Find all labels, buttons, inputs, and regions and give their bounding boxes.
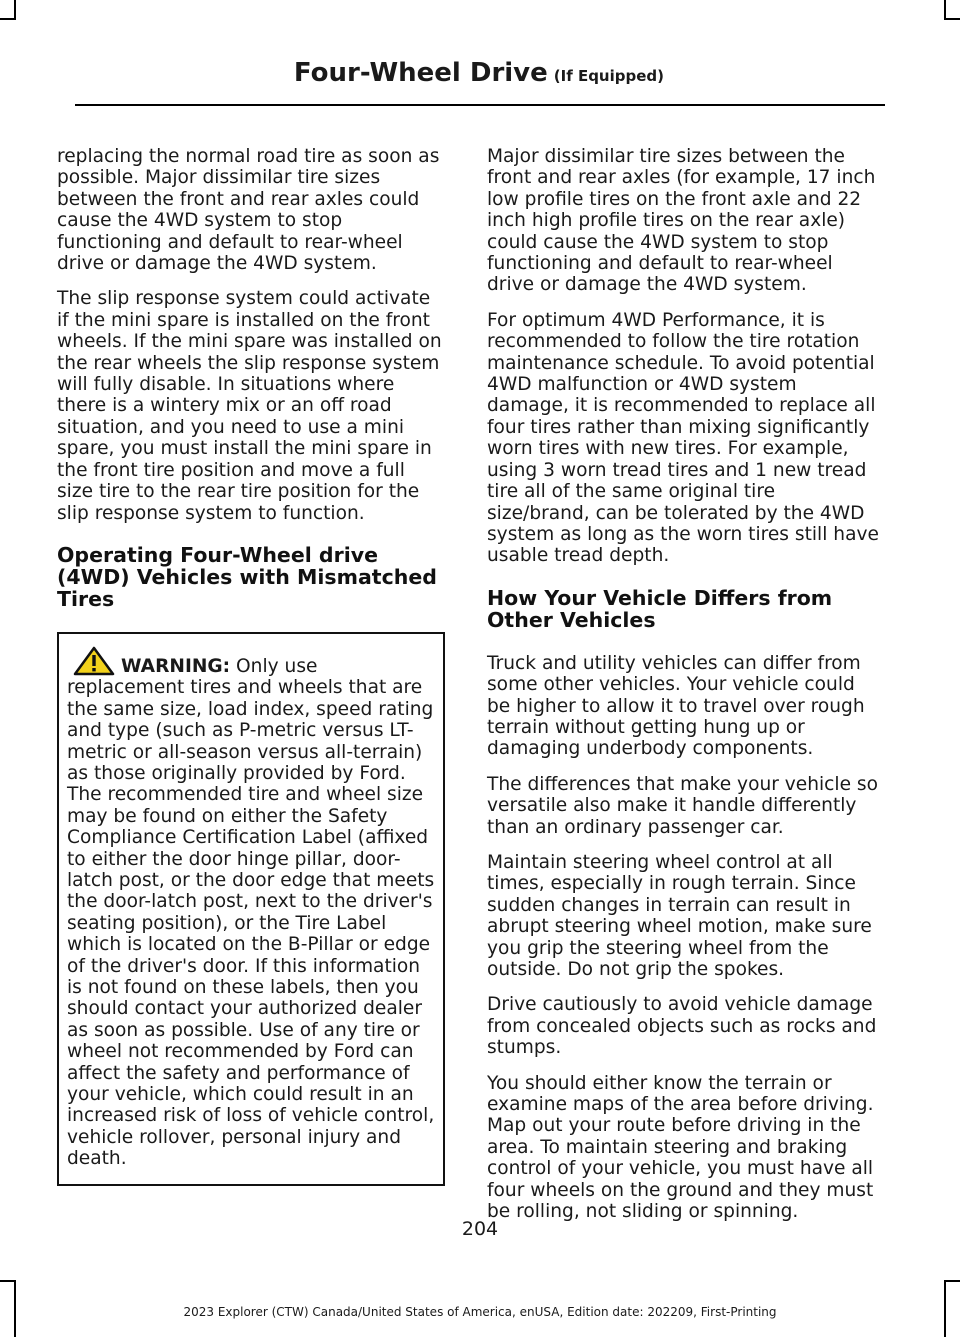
crop-mark	[944, 0, 946, 20]
crop-mark	[944, 18, 960, 20]
page-number: 204	[461, 1218, 499, 1240]
section-heading: How Your Vehicle Differs from Other Vehicles	[487, 585, 833, 632]
paragraph: Truck and utility vehicles can differ from some other vehicles. Your vehicle could be higher to allow it to travel over rough terrain without getting hung up or damaging underbody components.	[487, 652, 865, 760]
paragraph: Drive cautiously to avoid vehicle damage from concealed objects such as rocks and stumps.	[487, 994, 877, 1059]
paragraph: You should either know the terrain or examine maps of the area before driving. Map out your route before driving in the area. To maintain steering and braking control of your vehicle, you must have all four wheels on the ground and they must be rolling, not sliding or spinning.	[487, 1072, 874, 1223]
crop-mark	[0, 18, 16, 20]
left-column	[57, 146, 445, 1186]
paragraph: Maintain steering wheel control at all times, especially in rough terrain. Since sudden changes in terrain can result in abrupt steering wheel motion, make sure you grip the steering wheel from the outside. Do not grip the spokes.	[487, 851, 872, 980]
paragraph: Major dissimilar tire sizes between the front and rear axles (for example, 17 inch low profile tires on the front axle and 22 inch high profile tires on the rear axle) could cause the 4WD system to stop functioning and default to rear-wheel drive or damage the 4WD system.	[487, 146, 876, 296]
paragraph: The differences that make your vehicle so versatile also make it handle differently than an ordinary passenger car.	[487, 773, 878, 838]
header-rule	[75, 104, 885, 106]
paragraph: replacing the normal road tire as soon as possible. Major dissimilar tire sizes between the front and rear axles could cause the 4WD system to stop functioning and default to rear-wheel drive or damage the 4WD system.	[57, 146, 440, 275]
right-column	[487, 146, 883, 1236]
warning-label: WARNING:	[121, 655, 231, 677]
warning-triangle-icon	[73, 646, 115, 676]
section-heading: Operating Four-Wheel drive (4WD) Vehicles with Mismatched Tires	[57, 542, 437, 611]
header-subtitle: (If Equipped)	[553, 67, 664, 85]
paragraph: For optimum 4WD Performance, it is recommended to follow the tire rotation maintenance schedule. To avoid potential 4WD malfunction or 4WD system damage, it is recommended to replace all four tires rather than mixing significantly worn tires with new tires. For example, using 3 worn tread tires and 1 new tread tire all of the same original tire size/brand, can be tolerated by the 4WD system as long as the worn tires still have usable tread depth.	[487, 309, 879, 567]
warning-text: Only use replacement tires and wheels that are the same size, load index, speed rating and type (such as P-metric versus LT-metric or all-season versus all-terrain) as those originally provided by Ford. The recommended tire and wheel size may be found on either the Safety Compliance Certification Label (affixed to either the door hinge pillar, door-latch post, or the door edge that meets the door-latch post, next to the driver's seating position), or the Tire Label which is located on the B-Pillar or edge of the driver's door. If this information is not found on these labels, then you should contact your authorized dealer as soon as possible. Use of any tire or wheel not recommended by Ford can affect the safety and performance of your vehicle, which could result in an increased risk of loss of vehicle control, vehicle rollover, personal injury and death.	[67, 655, 435, 1170]
header-title: Four-Wheel Drive	[293, 58, 548, 88]
crop-mark	[944, 1280, 960, 1282]
crop-mark	[0, 1280, 16, 1282]
footer-edition-text: 2023 Explorer (CTW) Canada/United States of America, enUSA, Edition date: 202209, First-Printing	[183, 1305, 777, 1319]
warning-box	[57, 632, 445, 1186]
page-header	[294, 58, 664, 88]
paragraph: The slip response system could activate if the mini spare is installed on the front wheels. If the mini spare was installed on the rear wheels the slip response system will fully disable. In situations where there is a wintery mix or an off road situation, and you need to use a mini spare, you must install the mini spare in the front tire position and move a full size tire to the rear tire position for the slip response system to function.	[57, 288, 442, 524]
crop-mark	[14, 0, 16, 20]
